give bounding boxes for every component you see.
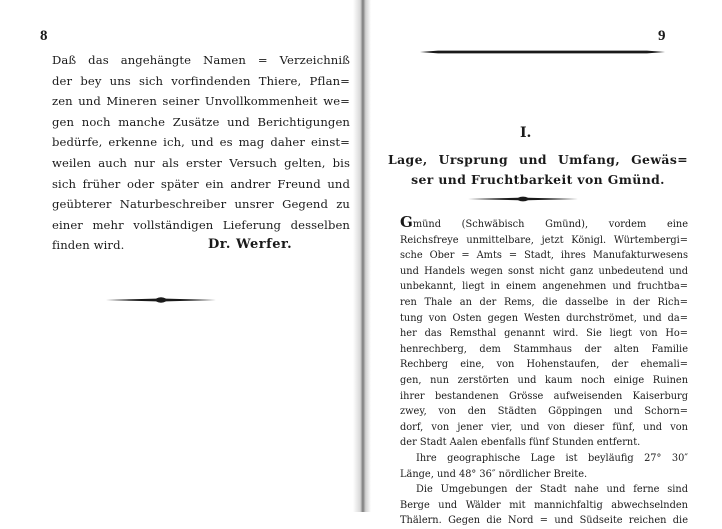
text-line: Daß das angehängte Namen = Verzeichniß: [52, 53, 350, 67]
decorative-rule-ornament: [468, 194, 578, 204]
text-line: Länge, und 48° 36″ nördlicher Breite.: [400, 468, 588, 480]
text-line: Gmünd (Schwäbisch Gmünd), vordem eine: [400, 213, 688, 231]
chapter-title: [388, 150, 688, 190]
chapter-title-line: ser und Fruchtbarkeit von Gmünd.: [411, 172, 665, 187]
right-page-number: 9: [658, 28, 666, 44]
text-line: henrechberg, dem Stammhaus der alten Familie: [400, 343, 688, 355]
text-line: Ihre geographische Lage ist beyläufig 27° 30″: [416, 452, 688, 464]
text-line: tung von Osten gegen Westen durchströmet, und da=: [400, 312, 688, 324]
text-line: zen und Mineren seiner Unvollkommenheit we=: [52, 94, 350, 109]
text-line: Die Umgebungen der Stadt nahe und ferne sind: [416, 484, 688, 496]
text-line: finden wird.: [52, 238, 125, 253]
text-line: Rechberg eine, von Hohenstaufen, der ehemali=: [400, 359, 688, 371]
text-line: der bey uns sich vorfindenden Thiere, Pflan=: [52, 73, 350, 88]
author-signature: Dr. Werfer.: [208, 237, 293, 252]
header-rule: [420, 48, 665, 56]
text-line: und Handels wegen sonst nicht ganz unbedeutend und: [400, 265, 688, 277]
text-line: weilen auch nur als erster Versuch gelten, bis: [52, 155, 350, 170]
text-line: geübterer Naturbeschreiber unsrer Gegend zu: [52, 197, 350, 212]
chapter-title-line: Lage, Ursprung und Umfang, Gewäs=: [388, 152, 688, 167]
left-page-text: [52, 50, 350, 256]
text-line: der Stadt Aalen ebenfalls fünf Stunden entfernt.: [400, 437, 641, 449]
text-line: her das Remsthal genannt wird. Sie liegt von Ho=: [400, 328, 688, 340]
text-line: Reichsfreye unmittelbare, jetzt Königl. Würtembergi=: [400, 234, 688, 246]
text-line: sich früher oder später ein andrer Freund und: [52, 176, 350, 191]
text-line: Berge und Wälder mit mannichfaltig abwechselnden: [400, 499, 688, 511]
text-line: Thälern. Gegen die Nord = und Südseite reichen die: [400, 515, 688, 527]
text-line: zwey, von den Städten Göppingen und Schorn=: [400, 406, 688, 418]
text-line: ihrer bestandenen Grösse aufweisenden Kaiserburg: [400, 390, 688, 402]
book-gutter: [353, 0, 371, 512]
text-line: bedürfe, erkenne ich, und es mag daher einst=: [52, 135, 350, 150]
decorative-rule-ornament: [106, 294, 216, 306]
left-page-number: 8: [40, 28, 48, 44]
chapter-number: I.: [520, 125, 532, 141]
text-line: gen noch manche Zusätze und Berichtigungen: [52, 114, 350, 129]
text-line: ren Thale an der Rems, die dasselbe in der Rich=: [400, 296, 688, 308]
right-page-text: [400, 215, 688, 529]
text-line: sche Ober = Amts = Stadt, ihres Manufakturwesens: [400, 250, 688, 262]
text-line: einer mehr vollständigen Lieferung desselben: [52, 217, 350, 232]
text-line: dorf, von jener vier, und von dieser fünf, und von: [400, 421, 688, 433]
drop-cap: G: [400, 213, 413, 231]
text-line: gen, nun zerstörten und kaum noch einige Ruinen: [400, 374, 688, 386]
text-line: unbekannt, liegt in einem angenehmen und fruchtba=: [400, 281, 688, 293]
